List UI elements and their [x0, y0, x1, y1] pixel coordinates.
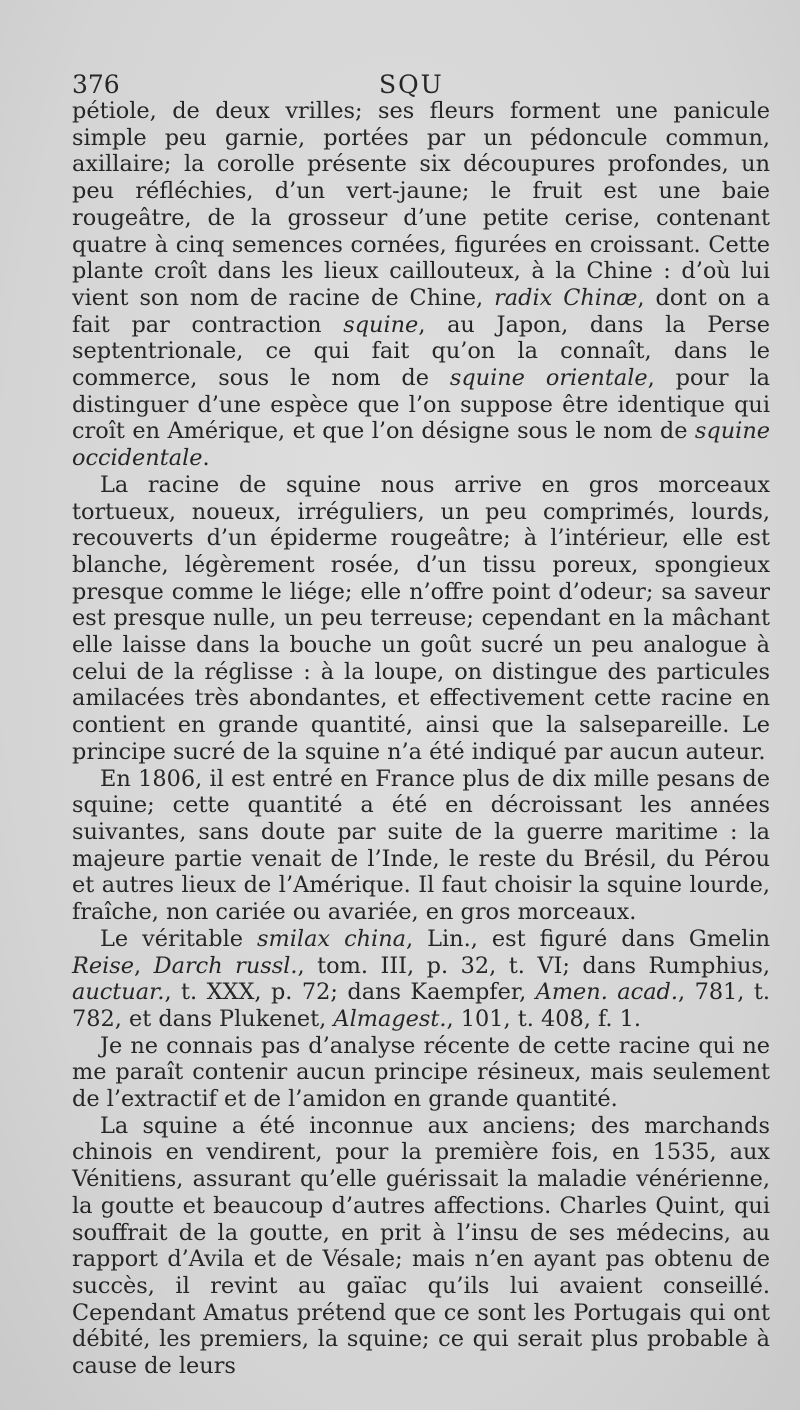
paragraph-1 — [72, 98, 770, 472]
text-run: , — [134, 952, 154, 979]
paragraph-2 — [72, 472, 770, 766]
text-run: Je ne connais pas d’analyse récente de cette racine qui ne me paraît contenir aucun principe résineux, mais seulement de l’extractif et de l’amidon en grande quantité. — [72, 1032, 770, 1113]
text-run: , au Japon, dans la Perse septentrionale, ce qui fait qu’on la connaît, dans le commerce, sous le nom de — [72, 311, 770, 392]
paragraph-6 — [72, 1113, 770, 1380]
text-run: En 1806, il est entré en France plus de dix mille pesans de squine; cette quantité a été en décroissant les années suivantes, sans doute par suite de la guerre maritime : la majeure partie venait de l’Inde, le reste du Brésil, du Pérou et autres lieux de l’Amérique. Il faut choisir la squine lourde, fraîche, non cariée ou avariée, en gros morceaux. — [72, 765, 770, 926]
paragraph-3 — [72, 766, 770, 926]
italic-text: Amen. acad. — [535, 979, 678, 1006]
text-run: , 781, t. 782, et dans Plukenet, — [72, 979, 770, 1032]
text-run: Le véritable — [100, 925, 258, 952]
paragraph-5 — [72, 1033, 770, 1113]
running-header — [72, 60, 770, 98]
text-run: , pour la distinguer d’une espèce que l’on suppose être identique qui croît en Amérique, et que l’on désigne sous le nom de — [72, 365, 770, 445]
text-run: , t. XXX, p. 72; dans Kaempfer, — [164, 979, 536, 1006]
text-run: , 101, t. 408, f. 1. — [446, 1005, 642, 1032]
paragraph-4 — [72, 926, 770, 1033]
italic-text: auctuar. — [72, 979, 165, 1006]
text-run: , Lin., est figuré dans Gmelin — [405, 925, 771, 952]
italic-text: squine occidentale — [72, 418, 770, 472]
italic-text: squine — [343, 311, 419, 338]
italic-text: Reise — [72, 952, 135, 979]
page-number: 376 — [72, 70, 120, 99]
text-run: , tom. III, p. 32, t. VI; dans Rumphius, — [297, 952, 770, 979]
italic-text: Darch russl. — [153, 952, 298, 979]
italic-text: squine orientale — [449, 365, 648, 392]
running-title: SQU — [379, 70, 444, 99]
text-run: La squine a été inconnue aux anciens; des marchands chinois en vendirent, pour la première fois, en 1535, aux Vénitiens, assurant qu’elle guérissait la maladie vénérienne, la goutte et beaucoup d’autres affections. Charles Quint, qui souffrait de la goutte, en prit à l’insu de ses médecins, au rapport d’Avila et de Vésale; mais n’en ayant pas obtenu de succès, il revint au gaïac qu’ils lui avaient conseillé. Cependant Amatus prétend que ce sont les Portugais qui ont débité, les premiers, la squine; ce qui serait plus probable à cause de leurs — [72, 1112, 770, 1380]
text-run: , dont on a fait par contraction — [72, 284, 771, 338]
text-run: La racine de squine nous arrive en gros morceaux tortueux, noueux, irréguliers, un peu comprimés, lourds, recouverts d’un épiderme rougeâtre; à l’intérieur, elle est blanche, légèrement rosée, d’un tissu poreux, spongieux presque comme le liége; elle n’offre point d’odeur; sa saveur est presque nulle, un peu terreuse; cependant en la mâchant elle laisse dans la bouche un goût sucré un peu analogue à celui de la réglisse : à la loupe, on distingue des particules amilacées très abondantes, et effectivement cette racine en contient en grande quantité, ainsi que la salsepareille. Le principe sucré de la squine n’a été indiqué par aucun auteur. — [72, 471, 770, 765]
text-run: pétiole, de deux vrilles; ses fleurs forment une panicule simple peu garnie, portées par un pédoncule commun, axillaire; la corolle présente six découpures profondes, un peu réfléchies, d’un vert-jaune; le fruit est une baie rougeâtre, de la grosseur d’une petite cerise, contenant quatre à cinq semences cornées, figurées en croissant. Cette plante croît dans les lieux caillouteux, à la Chine : d’où lui vient son nom de racine de Chine, — [72, 98, 770, 311]
italic-text: Almagest. — [333, 1005, 447, 1032]
italic-text: radix Chinæ — [494, 284, 638, 311]
italic-text: smilax china — [257, 925, 406, 952]
body-text — [72, 98, 770, 1380]
text-run: . — [202, 445, 210, 472]
